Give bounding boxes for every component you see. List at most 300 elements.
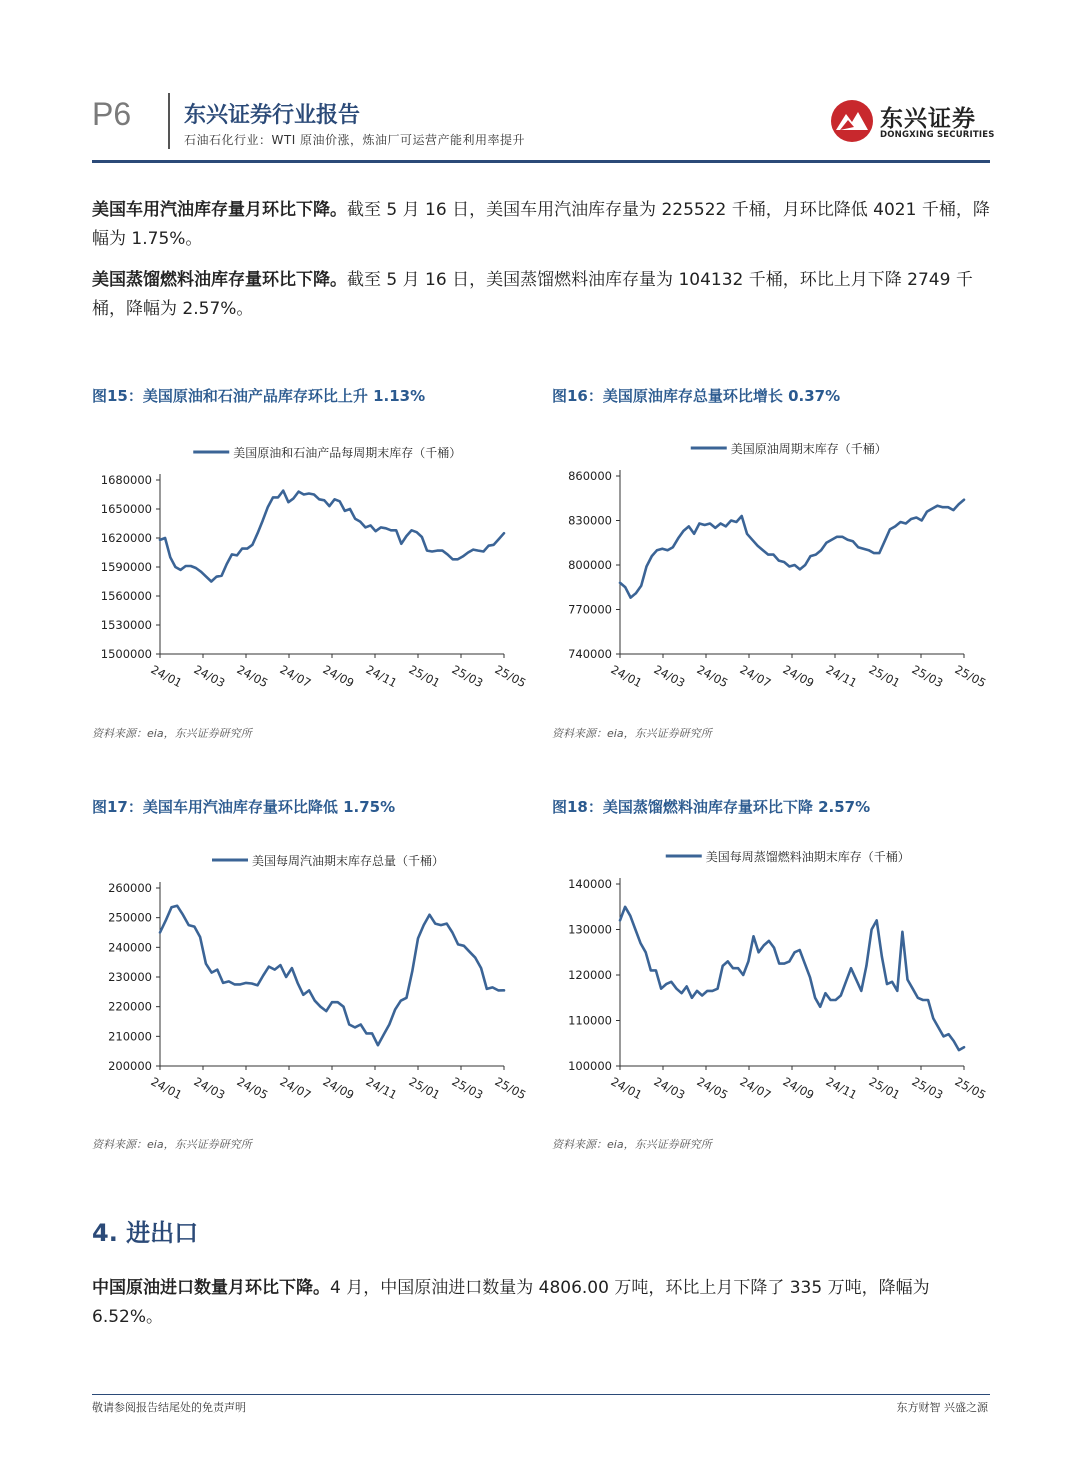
- data-point: [910, 518, 912, 520]
- series-line: [620, 500, 964, 598]
- data-point: [722, 965, 724, 967]
- paragraph-lead: 中国原油进口数量月环比下降。: [92, 1278, 330, 1298]
- data-point: [840, 995, 842, 997]
- data-point: [850, 967, 852, 969]
- data-point: [190, 565, 192, 567]
- data-point: [660, 988, 662, 990]
- data-point: [366, 1033, 368, 1035]
- data-point: [926, 511, 928, 513]
- section-heading: 4. 进出口: [92, 1219, 199, 1247]
- data-point: [493, 544, 495, 546]
- data-point: [619, 920, 621, 922]
- data-point: [377, 1044, 379, 1046]
- x-tick-label: 25/03: [449, 662, 486, 691]
- data-point: [280, 964, 282, 966]
- data-point: [314, 1000, 316, 1002]
- y-tick-label: 100000: [568, 1059, 612, 1073]
- data-point: [497, 990, 499, 992]
- data-point: [836, 536, 838, 538]
- data-point: [200, 571, 202, 573]
- data-point: [492, 987, 494, 989]
- data-point: [619, 582, 621, 584]
- data-point: [683, 530, 685, 532]
- data-point: [171, 906, 173, 908]
- data-point: [226, 563, 228, 565]
- y-tick-label: 120000: [568, 968, 612, 982]
- data-point: [483, 551, 485, 553]
- data-point: [737, 967, 739, 969]
- paragraph-body: 截至 5 月 16 日，美国车用汽油库存量为 225522 千桶，月环比降低 4021 千桶，降幅为 1.75%。: [92, 200, 990, 249]
- legend-label: 美国原油和石油产品每周期末库存（千桶）: [233, 446, 462, 460]
- x-tick-label: 24/11: [363, 662, 400, 691]
- data-point: [884, 540, 886, 542]
- data-point: [881, 956, 883, 958]
- chart-legend: [666, 849, 910, 864]
- data-point: [686, 986, 688, 988]
- data-point: [696, 990, 698, 992]
- x-tick-label: 24/11: [823, 662, 860, 691]
- x-tick-label: 24/07: [737, 662, 774, 691]
- y-tick-label: 230000: [108, 970, 152, 984]
- data-point: [475, 957, 477, 959]
- figure-17-title: 图17：美国车用汽油库存量环比降低 1.75%: [92, 798, 396, 816]
- data-point: [282, 490, 284, 492]
- data-point: [394, 1009, 396, 1011]
- data-point: [211, 972, 213, 974]
- data-point: [720, 523, 722, 525]
- data-point: [651, 555, 653, 557]
- data-point: [819, 1006, 821, 1008]
- data-point: [194, 926, 196, 928]
- legend-label: 美国每周汽油期末库存总量（千桶）: [252, 854, 445, 868]
- data-point: [889, 529, 891, 531]
- y-tick-label: 1650000: [100, 502, 152, 516]
- data-point: [820, 549, 822, 551]
- data-point: [199, 936, 201, 938]
- data-point: [343, 1006, 345, 1008]
- data-point: [277, 497, 279, 499]
- data-point: [313, 494, 315, 496]
- x-tick-label: 25/05: [492, 662, 529, 691]
- data-point: [231, 554, 233, 556]
- data-point: [835, 999, 837, 1001]
- data-point: [757, 545, 759, 547]
- data-point: [767, 554, 769, 556]
- data-point: [380, 527, 382, 529]
- data-point: [164, 537, 166, 539]
- data-point: [320, 1006, 322, 1008]
- y-tick-label: 220000: [108, 999, 152, 1014]
- x-tick-label: 24/05: [234, 662, 271, 691]
- data-point: [452, 932, 454, 934]
- data-point: [467, 552, 469, 554]
- data-point: [267, 506, 269, 508]
- data-point: [794, 951, 796, 953]
- data-point: [655, 970, 657, 972]
- data-point: [876, 920, 878, 922]
- data-point: [650, 970, 652, 972]
- data-point: [953, 509, 955, 511]
- data-point: [794, 564, 796, 566]
- data-point: [730, 520, 732, 522]
- data-point: [727, 961, 729, 963]
- data-point: [452, 558, 454, 560]
- data-point: [630, 597, 632, 599]
- y-tick-label: 200000: [108, 1059, 152, 1073]
- data-point: [943, 1036, 945, 1038]
- logo-name: 东兴证券: [880, 106, 976, 132]
- data-point: [354, 1027, 356, 1029]
- data-point: [411, 529, 413, 531]
- series-points: [159, 905, 505, 1046]
- data-point: [217, 969, 219, 971]
- data-point: [676, 988, 678, 990]
- data-point: [349, 508, 351, 510]
- legend-label: 美国每周蒸馏燃料油期末库存（千桶）: [705, 850, 910, 864]
- x-tick-label: 24/03: [191, 662, 228, 691]
- data-point: [681, 992, 683, 994]
- data-point: [748, 961, 750, 963]
- data-point: [222, 982, 224, 984]
- data-point: [195, 567, 197, 569]
- data-point: [446, 923, 448, 925]
- data-point: [624, 586, 626, 588]
- data-point: [416, 531, 418, 533]
- data-point: [672, 546, 674, 548]
- x-tick-label: 25/01: [406, 1074, 443, 1103]
- data-point: [831, 539, 833, 541]
- x-tick-label: 24/09: [780, 662, 817, 691]
- data-point: [486, 988, 488, 990]
- data-point: [927, 999, 929, 1001]
- y-tick-label: 260000: [108, 881, 152, 895]
- data-point: [503, 989, 505, 991]
- x-tick-label: 24/03: [651, 662, 688, 691]
- data-point: [855, 979, 857, 981]
- y-tick-label: 130000: [568, 922, 612, 937]
- data-point: [704, 524, 706, 526]
- data-point: [671, 981, 673, 983]
- data-point: [902, 931, 904, 933]
- data-point: [291, 967, 293, 969]
- data-point: [931, 508, 933, 510]
- footer-disclaimer: 敬请参阅报告结尾处的免责声明: [92, 1401, 246, 1414]
- data-point: [896, 990, 898, 992]
- figure-15-title: 图15：美国原油和石油产品库存环比上升 1.13%: [92, 387, 426, 405]
- y-tick-label: 1500000: [100, 647, 152, 661]
- data-point: [809, 976, 811, 978]
- data-point: [645, 951, 647, 953]
- data-point: [375, 530, 377, 532]
- paragraph-body: 4 月，中国原油进口数量为 4806.00 万吨，环比上月下降了 335 万吨，降幅为 6.52%。: [92, 1278, 930, 1327]
- x-tick-label: 25/05: [492, 1074, 529, 1103]
- data-point: [401, 543, 403, 545]
- data-point: [763, 945, 765, 947]
- data-point: [847, 539, 849, 541]
- data-point: [693, 533, 695, 535]
- data-point: [917, 997, 919, 999]
- data-point: [469, 951, 471, 953]
- data-point: [778, 560, 780, 562]
- data-point: [753, 936, 755, 938]
- data-point: [365, 527, 367, 529]
- x-tick-label: 25/01: [406, 662, 443, 691]
- paragraph-lead: 美国蒸馏燃料油库存量环比下降。: [92, 270, 347, 290]
- data-point: [789, 961, 791, 963]
- data-point: [804, 564, 806, 566]
- data-point: [804, 963, 806, 965]
- paragraph-distillate: [92, 266, 990, 324]
- data-point: [640, 585, 642, 587]
- y-tick-label: 1560000: [100, 589, 152, 603]
- data-point: [298, 491, 300, 493]
- data-point: [958, 1049, 960, 1051]
- paragraph-gasoline: [92, 196, 990, 254]
- paragraph-lead: 美国车用汽油库存量月环比下降。: [92, 200, 347, 220]
- data-point: [370, 525, 372, 527]
- data-point: [318, 499, 320, 501]
- data-point: [457, 944, 459, 946]
- data-point: [205, 963, 207, 965]
- series-line: [160, 906, 504, 1045]
- x-tick-label: 24/11: [823, 1074, 860, 1103]
- data-point: [385, 528, 387, 530]
- data-point: [478, 550, 480, 552]
- x-tick-label: 24/09: [780, 1074, 817, 1103]
- report-subtitle: 石油石化行业：WTI 原油价涨，炼油厂可运营产能利用率提升: [184, 133, 526, 147]
- data-point: [773, 554, 775, 556]
- data-point: [841, 536, 843, 538]
- data-point: [948, 1033, 950, 1035]
- x-tick-label: 24/07: [277, 1074, 314, 1103]
- footer-rule: [92, 1394, 990, 1395]
- x-tick-label: 24/05: [234, 1074, 271, 1103]
- data-point: [274, 969, 276, 971]
- data-point: [359, 521, 361, 523]
- data-point: [746, 533, 748, 535]
- data-point: [303, 994, 305, 996]
- data-point: [640, 942, 642, 944]
- data-point: [176, 905, 178, 907]
- data-point: [958, 503, 960, 505]
- y-tick-label: 1620000: [100, 531, 152, 545]
- data-point: [462, 556, 464, 558]
- data-point: [815, 554, 817, 556]
- data-point: [963, 499, 965, 501]
- data-point: [783, 561, 785, 563]
- data-point: [159, 539, 161, 541]
- data-point: [768, 940, 770, 942]
- data-point: [861, 990, 863, 992]
- y-tick-label: 830000: [568, 513, 612, 528]
- data-point: [169, 557, 171, 559]
- data-point: [635, 592, 637, 594]
- data-point: [463, 945, 465, 947]
- x-tick-label: 25/03: [909, 662, 946, 691]
- y-tick-label: 140000: [568, 877, 612, 891]
- data-point: [742, 974, 744, 976]
- data-point: [706, 990, 708, 992]
- data-point: [262, 975, 264, 977]
- data-point: [921, 520, 923, 522]
- data-point: [236, 555, 238, 557]
- x-tick-label: 24/09: [320, 662, 357, 691]
- legend-label: 美国原油周期末库存（千桶）: [730, 442, 887, 456]
- data-point: [337, 1001, 339, 1003]
- x-tick-label: 25/05: [952, 662, 989, 691]
- x-tick-label: 24/05: [694, 1074, 731, 1103]
- data-point: [251, 983, 253, 985]
- data-point: [331, 1001, 333, 1003]
- data-point: [688, 526, 690, 528]
- data-point: [252, 544, 254, 546]
- data-point: [257, 532, 259, 534]
- data-point: [395, 529, 397, 531]
- data-point: [246, 548, 248, 550]
- data-point: [329, 505, 331, 507]
- data-point: [732, 967, 734, 969]
- y-tick-label: 1590000: [100, 560, 152, 574]
- y-tick-label: 740000: [568, 647, 612, 661]
- data-point: [783, 963, 785, 965]
- data-point: [736, 521, 738, 523]
- data-point: [712, 990, 714, 992]
- x-tick-label: 24/07: [277, 662, 314, 691]
- data-point: [866, 965, 868, 967]
- data-point: [886, 983, 888, 985]
- figure-16-source: 资料来源：eia，东兴证券研究所: [552, 727, 712, 740]
- y-tick-label: 210000: [108, 1029, 152, 1044]
- data-point: [440, 924, 442, 926]
- data-point: [241, 548, 243, 550]
- data-point: [912, 988, 914, 990]
- x-tick-label: 24/01: [148, 1074, 185, 1103]
- data-point: [905, 523, 907, 525]
- data-point: [799, 949, 801, 951]
- y-tick-label: 860000: [568, 469, 612, 483]
- chart-legend: [691, 441, 887, 456]
- data-point: [937, 505, 939, 507]
- data-point: [667, 549, 669, 551]
- figure-18-title: 图18：美国蒸馏燃料油库存量环比下降 2.57%: [552, 798, 871, 816]
- y-tick-label: 1530000: [100, 618, 152, 632]
- data-point: [691, 997, 693, 999]
- data-point: [942, 506, 944, 508]
- data-point: [303, 494, 305, 496]
- data-point: [228, 981, 230, 983]
- chart-gasoline-inventory: [92, 840, 532, 1112]
- data-point: [789, 566, 791, 568]
- page-number: P6: [92, 96, 132, 132]
- data-point: [629, 915, 631, 917]
- data-point: [159, 932, 161, 934]
- x-tick-label: 24/01: [608, 1074, 645, 1103]
- data-point: [431, 551, 433, 553]
- data-point: [245, 982, 247, 984]
- data-point: [182, 914, 184, 916]
- data-point: [262, 520, 264, 522]
- x-tick-label: 24/03: [651, 1074, 688, 1103]
- data-point: [406, 997, 408, 999]
- data-point: [268, 966, 270, 968]
- data-point: [857, 546, 859, 548]
- data-point: [953, 1040, 955, 1042]
- data-point: [916, 517, 918, 519]
- data-point: [180, 569, 182, 571]
- data-point: [752, 539, 754, 541]
- data-point: [221, 575, 223, 577]
- data-point: [308, 493, 310, 495]
- figure-18-source: 资料来源：eia，东兴证券研究所: [552, 1138, 712, 1151]
- data-point: [624, 906, 626, 908]
- data-point: [421, 536, 423, 538]
- data-point: [436, 550, 438, 552]
- data-point: [348, 1024, 350, 1026]
- data-point: [947, 506, 949, 508]
- data-point: [406, 535, 408, 537]
- x-tick-label: 25/01: [866, 1074, 903, 1103]
- data-point: [938, 1027, 940, 1029]
- figure-15-source: 资料来源：eia，东兴证券研究所: [92, 727, 252, 740]
- data-point: [165, 920, 167, 922]
- y-tick-label: 250000: [108, 910, 152, 925]
- data-point: [852, 540, 854, 542]
- data-point: [773, 947, 775, 949]
- data-point: [442, 550, 444, 552]
- data-point: [457, 558, 459, 560]
- data-point: [325, 1010, 327, 1012]
- chart-crude-inventory: [552, 428, 992, 700]
- data-point: [323, 500, 325, 502]
- data-point: [239, 984, 241, 986]
- chart-distillate-inventory: [552, 836, 992, 1112]
- data-point: [894, 526, 896, 528]
- x-tick-label: 24/11: [363, 1074, 400, 1103]
- data-point: [234, 984, 236, 986]
- header-divider: [168, 93, 170, 149]
- data-point: [498, 538, 500, 540]
- data-point: [447, 554, 449, 556]
- data-point: [863, 548, 865, 550]
- y-tick-label: 770000: [568, 602, 612, 617]
- data-point: [907, 979, 909, 981]
- data-point: [845, 981, 847, 983]
- data-point: [662, 548, 664, 550]
- data-point: [472, 549, 474, 551]
- data-point: [677, 538, 679, 540]
- x-tick-label: 24/05: [694, 662, 731, 691]
- figure-16-title: 图16：美国原油库存总量环比增长 0.37%: [552, 387, 841, 405]
- data-point: [175, 566, 177, 568]
- data-point: [758, 951, 760, 953]
- x-tick-label: 25/05: [952, 1074, 989, 1103]
- paragraph-body: 截至 5 月 16 日，美国蒸馏燃料油库存量为 104132 千桶，环比上月下降 2749 千桶，降幅为 2.57%。: [92, 270, 973, 319]
- x-tick-label: 24/01: [608, 662, 645, 691]
- x-tick-label: 25/03: [449, 1074, 486, 1103]
- data-point: [646, 566, 648, 568]
- report-title: 东兴证券行业报告: [184, 103, 361, 128]
- data-point: [389, 1024, 391, 1026]
- data-point: [400, 1000, 402, 1002]
- header-rule: [92, 160, 990, 163]
- data-point: [297, 982, 299, 984]
- chart-legend: [193, 445, 461, 460]
- data-point: [185, 565, 187, 567]
- figure-17-source: 资料来源：eia，东兴证券研究所: [92, 1138, 252, 1151]
- data-point: [354, 518, 356, 520]
- y-tick-label: 800000: [568, 558, 612, 572]
- data-point: [429, 914, 431, 916]
